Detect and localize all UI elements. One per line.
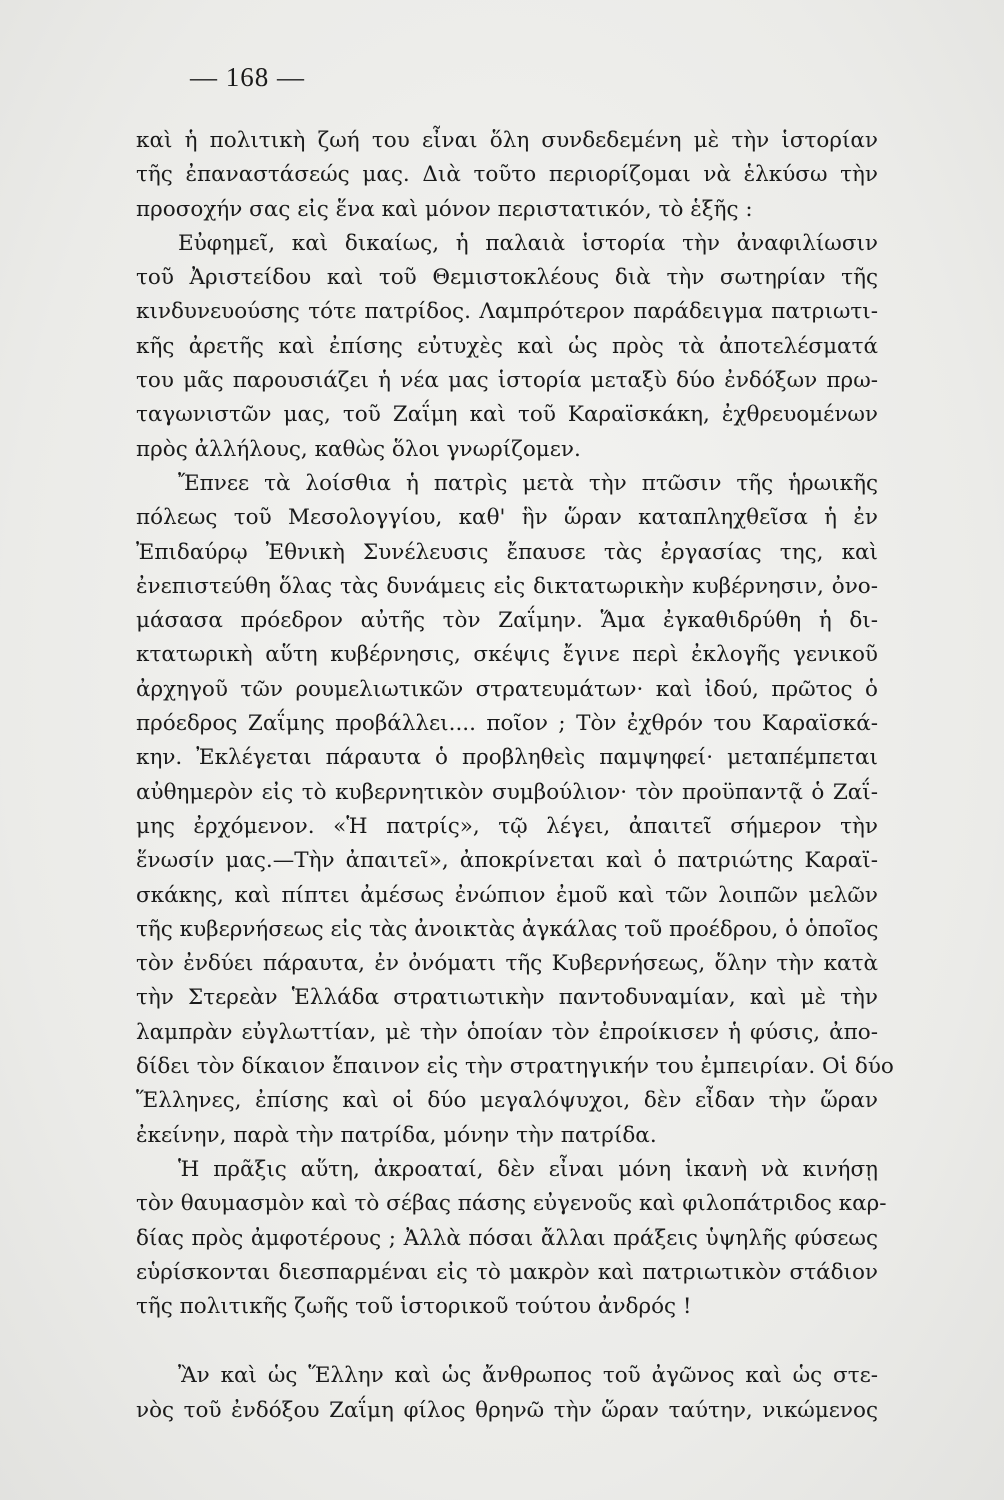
text-line: ταγωνιστῶν μας, τοῦ Ζαΐμη καὶ τοῦ Καραϊσκάκη, ἐχθρευομένων xyxy=(136,402,878,428)
text-line: κην. Ἐκλέγεται πάραυτα ὁ προβληθεὶς παμψηφεί· μεταπέμπεται xyxy=(136,745,878,771)
text-line: καὶ ἡ πολιτικὴ ζωή του εἶναι ὅλη συνδεδεμένη μὲ τὴν ἱστορίαν xyxy=(136,128,878,153)
text-line: τῆς ἐπαναστάσεώς μας. Διὰ τοῦτο περιορίζομαι νὰ ἑλκύσω τὴν xyxy=(136,162,878,188)
text-line: τοῦ Ἀριστείδου καὶ τοῦ Θεμιστοκλέους διὰ τὴν σωτηρίαν τῆς xyxy=(136,265,878,291)
paragraph-gap xyxy=(136,1324,878,1359)
text-line: πρόεδρος Ζαΐμης προβάλλει.... ποῖον ; Τὸν ἐχθρόν του Καραϊσκά- xyxy=(136,711,878,737)
paragraph-1 xyxy=(136,124,878,227)
text-line: Ἔπνεε τὰ λοίσθια ἡ πατρὶς μετὰ τὴν πτῶσιν τῆς ἡρωικῆς xyxy=(178,470,878,496)
text-line: δίας πρὸς ἀμφοτέρους ; Ἀλλὰ πόσαι ἄλλαι πράξεις ὑψηλῆς φύσεως xyxy=(136,1225,878,1251)
body-text xyxy=(136,124,894,1428)
text-line: ἕνωσίν μας.—Τὴν ἀπαιτεῖ», ἀποκρίνεται καὶ ὁ πατριώτης Καραϊ- xyxy=(136,848,878,874)
text-line: πρὸς ἀλλήλους, καθὼς ὅλοι γνωρίζομεν. xyxy=(136,436,581,462)
text-line: Ἡ πρᾶξις αὕτη, ἀκροαταί, δὲν εἶναι μόνη ἱκανὴ νὰ κινήσῃ xyxy=(178,1156,878,1182)
text-line: ἐκείνην, παρὰ τὴν πατρίδα, μόνην τὴν πατρίδα. xyxy=(136,1122,657,1148)
paragraph-5 xyxy=(136,1359,878,1428)
text-line: κῆς ἀρετῆς καὶ ἐπίσης εὐτυχὲς καὶ ὡς πρὸς τὰ ἀποτελέσματά xyxy=(136,333,878,359)
text-line: μάσασα πρόεδρον αὐτῆς τὸν Ζαΐμην. Ἅμα ἐγκαθιδρύθη ἡ δι- xyxy=(136,608,878,634)
text-line: κτατωρικὴ αὕτη κυβέρνησις, σκέψις ἔγινε περὶ ἐκλογῆς γενικοῦ xyxy=(136,642,878,668)
text-line: τὸν θαυμασμὸν καὶ τὸ σέβας πάσης εὐγενοῦς καὶ φιλοπάτριδος καρ- xyxy=(136,1191,887,1217)
text-line: Ἐπιδαύρῳ Ἐθνικὴ Συνέλευσις ἔπαυσε τὰς ἐργασίας της, καὶ xyxy=(136,539,878,565)
text-line: δίδει τὸν δίκαιον ἔπαινον εἰς τὴν στρατηγικήν του ἐμπειρίαν. Οἱ δύο xyxy=(136,1054,894,1080)
text-line: του μᾶς παρουσιάζει ἡ νέα μας ἱστορία μεταξὺ δύο ἐνδόξων πρω- xyxy=(136,368,878,394)
text-line: νὸς τοῦ ἐνδόξου Ζαΐμη φίλος θρηνῶ τὴν ὥραν ταύτην, νικώμενος xyxy=(136,1397,878,1423)
page-number: — 168 — xyxy=(190,62,305,92)
text-line: εὑρίσκονται διεσπαρμέναι εἰς τὸ μακρὸν καὶ πατριωτικὸν στάδιον xyxy=(136,1259,878,1285)
text-line: τὸν ἐνδύει πάραυτα, ἐν ὀνόματι τῆς Κυβερνήσεως, ὅλην τὴν κατὰ xyxy=(136,951,878,977)
text-line: μης ἐρχόμενον. «Ἡ πατρίς», τῷ λέγει, ἀπαιτεῖ σήμερον τὴν xyxy=(136,813,878,839)
paragraph-2 xyxy=(136,227,878,467)
paragraph-4 xyxy=(136,1153,887,1324)
text-line: Εὐφημεῖ, καὶ δικαίως, ἡ παλαιὰ ἱστορία τὴν ἀναφιλίωσιν xyxy=(178,230,878,256)
text-line: ἐνεπιστεύθη ὅλας τὰς δυνάμεις εἰς δικτατωρικὴν κυβέρνησιν, ὀνο- xyxy=(136,573,878,599)
text-line: τὴν Στερεὰν Ἑλλάδα στρατιωτικὴν παντοδυναμίαν, καὶ μὲ τὴν xyxy=(136,985,878,1011)
text-line: Ἂν καὶ ὡς Ἕλλην καὶ ὡς ἄνθρωπος τοῦ ἀγῶνος καὶ ὡς στε- xyxy=(178,1363,878,1389)
text-line: κινδυνευούσης τότε πατρίδος. Λαμπρότερον παράδειγμα πατριωτι- xyxy=(136,299,878,325)
paragraph-3 xyxy=(136,467,894,1153)
text-line: ἀρχηγοῦ τῶν ρουμελιωτικῶν στρατευμάτων· καὶ ἰδού, πρῶτος ὁ xyxy=(136,676,878,702)
text-line: τῆς πολιτικῆς ζωῆς τοῦ ἱστορικοῦ τούτου ἀνδρός ! xyxy=(136,1294,692,1320)
text-line: πόλεως τοῦ Μεσολογγίου, καθ' ἣν ὥραν καταπληχθεῖσα ἡ ἐν xyxy=(136,505,878,531)
text-line: προσοχήν σας εἰς ἕνα καὶ μόνον περιστατικόν, τὸ ἑξῆς : xyxy=(136,196,753,222)
text-line: σκάκης, καὶ πίπτει ἀμέσως ἐνώπιον ἐμοῦ καὶ τῶν λοιπῶν μελῶν xyxy=(136,882,878,908)
text-line: Ἕλληνες, ἐπίσης καὶ οἱ δύο μεγαλόψυχοι, δὲν εἶδαν τὴν ὥραν xyxy=(136,1088,878,1114)
text-line: αὐθημερὸν εἰς τὸ κυβερνητικὸν συμβούλιον· τὸν προϋπαντᾷ ὁ Ζαΐ- xyxy=(136,779,878,805)
text-line: λαμπρὰν εὐγλωττίαν, μὲ τὴν ὁποίαν τὸν ἐπροίκισεν ἡ φύσις, ἀπο- xyxy=(136,1019,878,1045)
text-line: τῆς κυβερνήσεως εἰς τὰς ἀνοικτὰς ἀγκάλας τοῦ προέδρου, ὁ ὁποῖος xyxy=(136,916,879,942)
